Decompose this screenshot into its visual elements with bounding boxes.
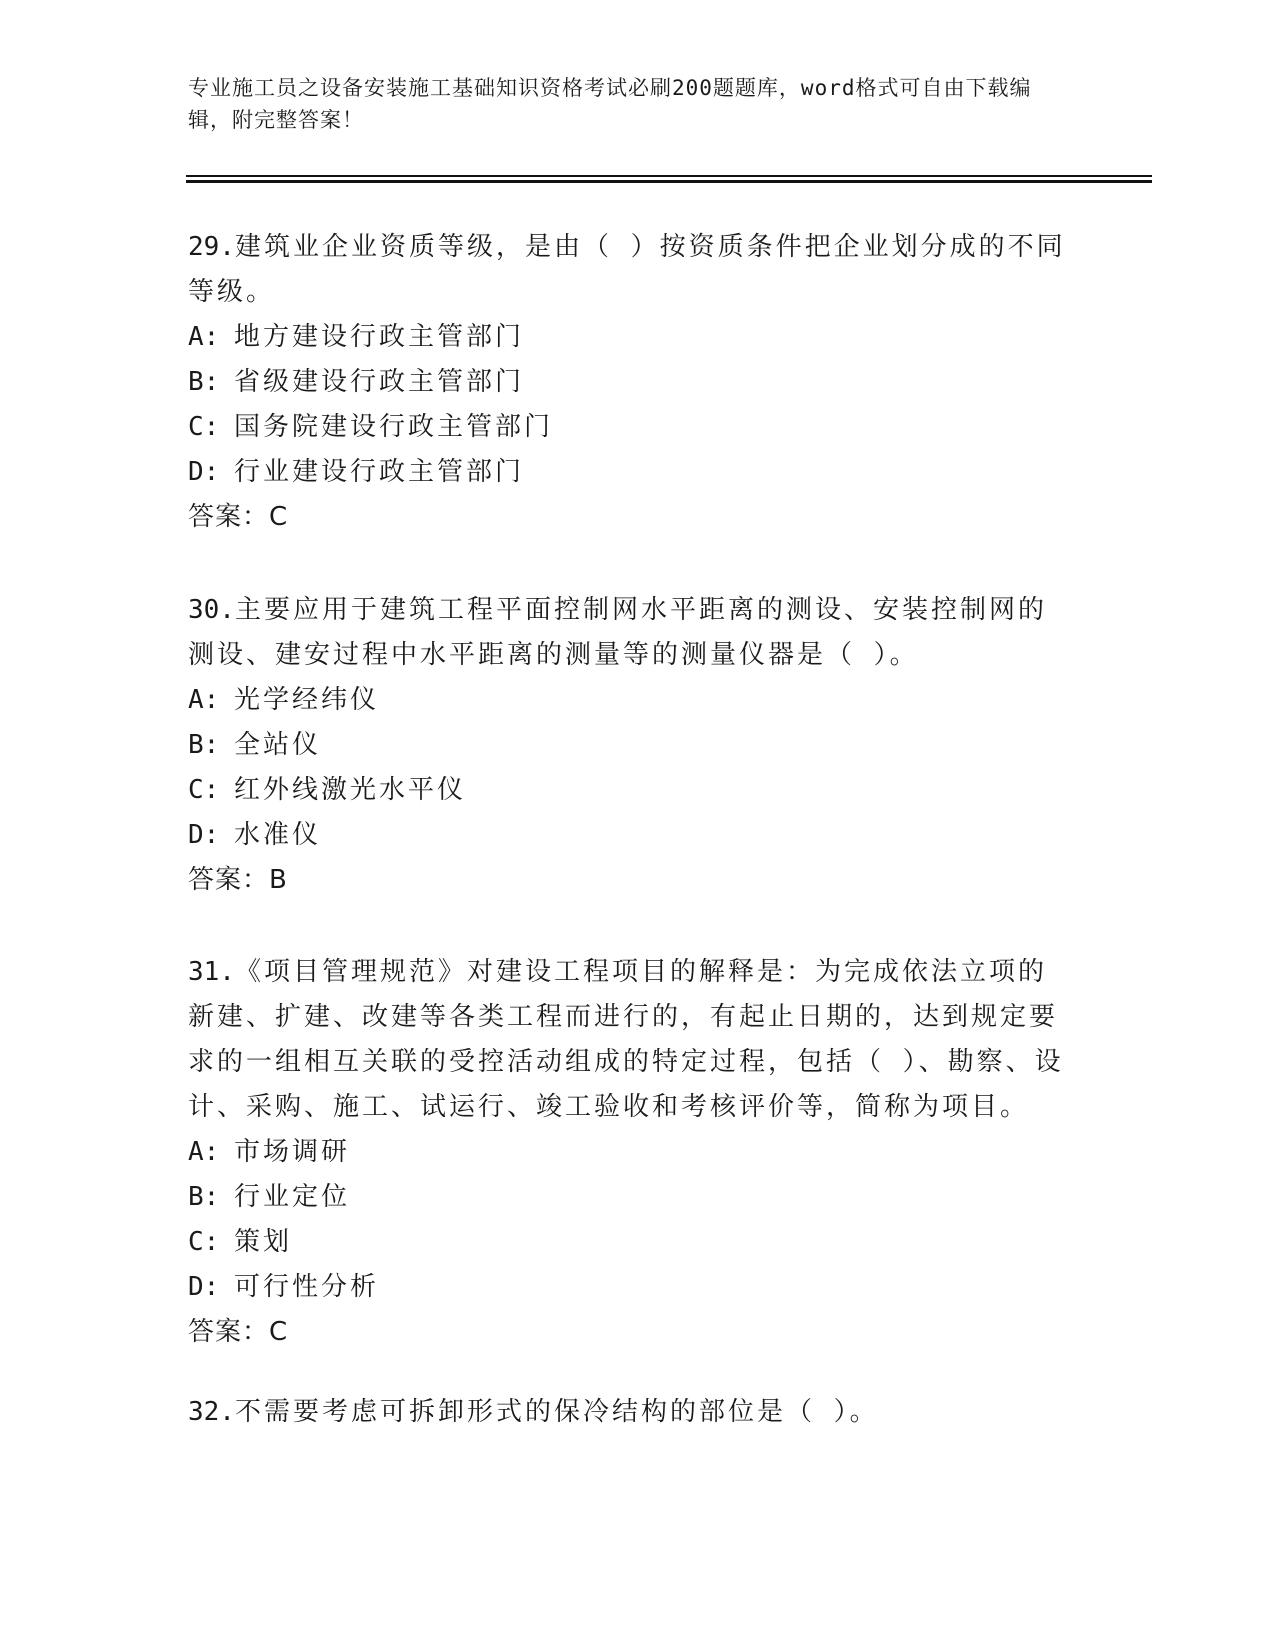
option-c (188, 1220, 1088, 1265)
option-d (188, 1265, 1088, 1310)
option-letter: D: (188, 1272, 220, 1302)
option-letter: D: (188, 457, 220, 487)
question-text: 主要应用于建筑工程平面控制网水平距离的测设、安装控制网的测设、建安过程中水平距离的测量等的测量仪器是（ ）。 (188, 595, 1047, 670)
option-text: 地方建设行政主管部门 (234, 322, 525, 352)
question-stem (188, 588, 1068, 678)
question-stem (188, 225, 1068, 315)
answer-line: 答案：C (188, 1317, 289, 1347)
option-b (188, 723, 1088, 768)
option-letter: A: (188, 322, 220, 352)
question-text: 《项目管理规范》对建设工程项目的解释是：为完成依法立项的新建、扩建、改建等各类工程而进行的，有起止日期的，达到规定要求的一组相互关联的受控活动组成的特定过程，包括（ ）、勘察、设计、采购、施工、试运行、竣工验收和考核评价等，简称为项目。 (188, 957, 1064, 1122)
option-d (188, 813, 1088, 858)
option-d (188, 450, 1088, 495)
option-text: 行业定位 (234, 1182, 351, 1212)
question-text: 建筑业企业资质等级，是由（ ）按资质条件把企业划分成的不同等级。 (188, 232, 1066, 307)
option-a (188, 1130, 1088, 1175)
question-32 (188, 1390, 1088, 1435)
option-letter: C: (188, 412, 220, 442)
option-text: 水准仪 (234, 820, 322, 850)
option-letter: C: (188, 775, 220, 805)
option-letter: D: (188, 820, 220, 850)
option-text: 省级建设行政主管部门 (234, 367, 525, 397)
question-number: 30. (188, 595, 235, 625)
option-b (188, 1175, 1088, 1220)
option-letter: B: (188, 367, 220, 397)
header-divider-thick (186, 180, 1152, 183)
option-letter: A: (188, 685, 220, 715)
option-text: 市场调研 (234, 1137, 351, 1167)
question-number: 32. (188, 1397, 235, 1427)
option-letter: B: (188, 1182, 220, 1212)
option-text: 国务院建设行政主管部门 (234, 412, 554, 442)
option-text: 可行性分析 (234, 1272, 380, 1302)
answer-line: 答案：B (188, 865, 288, 895)
option-letter: B: (188, 730, 220, 760)
question-31 (188, 950, 1088, 1355)
question-number: 29. (188, 232, 235, 262)
option-a (188, 315, 1088, 360)
question-29 (188, 225, 1088, 540)
option-letter: A: (188, 1137, 220, 1167)
header-divider-thin (186, 175, 1152, 177)
option-b (188, 360, 1088, 405)
question-30 (188, 588, 1088, 903)
option-c (188, 768, 1088, 813)
option-text: 光学经纬仪 (234, 685, 380, 715)
option-text: 策划 (234, 1227, 293, 1257)
question-stem (188, 950, 1068, 1130)
option-text: 行业建设行政主管部门 (234, 457, 525, 487)
answer-line: 答案：C (188, 502, 289, 532)
question-number: 31. (188, 957, 235, 987)
option-a (188, 678, 1088, 723)
option-text: 红外线激光水平仪 (234, 775, 467, 805)
option-text: 全站仪 (234, 730, 322, 760)
option-letter: C: (188, 1227, 220, 1257)
document-header: 专业施工员之设备安装施工基础知识资格考试必刷200题题库，word格式可自由下载编辑，附完整答案！ (188, 76, 1032, 132)
question-text: 不需要考虑可拆卸形式的保冷结构的部位是（ ）。 (234, 1397, 879, 1427)
question-stem (188, 1390, 1068, 1435)
option-c (188, 405, 1088, 450)
